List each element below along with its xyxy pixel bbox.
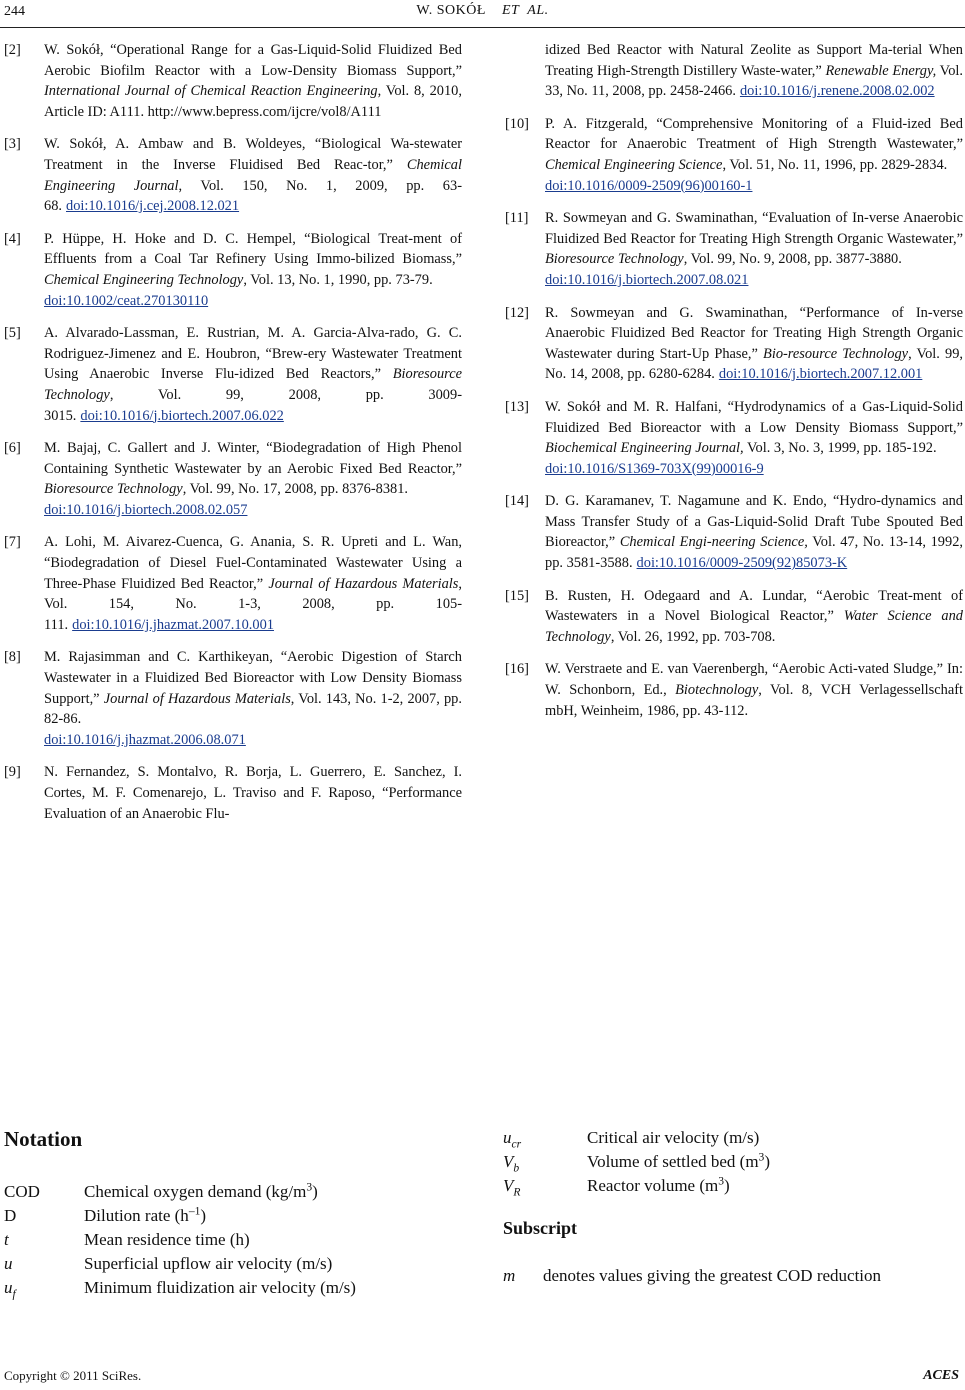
subscript-description: denotes values giving the greatest COD reduction (543, 1266, 882, 1285)
doi-link[interactable]: doi:10.1016/j.biortech.2007.06.022 (80, 407, 284, 424)
reference-details: , Vol. 99, No. 17, 2008, pp. 8376-8381. (182, 481, 409, 498)
reference-entry (505, 491, 963, 573)
reference-journal: Renewable Energy, (825, 62, 937, 79)
reference-entry (4, 647, 462, 750)
notation-description: Volume of settled bed $(m^3)$ (587, 1150, 770, 1171)
reference-journal: Water Science and Technology (545, 608, 963, 645)
doi-link[interactable]: doi:10.1016/j.jhazmat.2007.10.001 (72, 616, 274, 633)
reference-number: [2] (4, 42, 21, 58)
reference-text: P. A. Fitzgerald, “Comprehensive Monitoring of a Fluid-ized Bed Reactor for Anaerobic Treatment of High Strength Wastewater,” (545, 115, 963, 153)
subscript-symbol: m (503, 1266, 516, 1285)
reference-entry (505, 303, 963, 385)
reference-details: , Vol. 51, No. 11, 1996, pp. 2829-2834. (722, 156, 948, 173)
reference-journal: Chemical Engi-neering Science, (619, 534, 808, 551)
reference-text: R. Sowmeyan and G. Swaminathan, “Performance of In-verse Anaerobic Fluidized Bed Reactor for Treating High Strength Organic Wastewater during Start-Up Phase,” (545, 304, 963, 362)
reference-entry (4, 323, 462, 426)
doi-link[interactable]: doi:10.1002/ceat.270130110 (44, 292, 209, 309)
reference-journal: Bioresource Technology (44, 366, 462, 403)
reference-number: [9] (4, 764, 21, 781)
reference-details: , Vol. 99, No. 14, 2008, pp. 6280-6284. (545, 345, 964, 383)
running-head-author: W. SOKÓŁ (416, 3, 486, 18)
reference-journal: Biochemical Engineering Journal, (545, 440, 744, 457)
doi-link[interactable]: doi:10.1016/0009-2509(92)85073-K (636, 555, 848, 572)
notation-symbol: $u_f$ (4, 1278, 16, 1301)
reference-number: [6] (4, 440, 21, 457)
reference-entry (505, 208, 963, 290)
notation-row-cod (4, 1180, 318, 1203)
reference-details: Vol. 47, No. 13-14, 1992, pp. 3581-3588. (545, 534, 963, 572)
running-head-al: AL. (527, 3, 549, 18)
notation-heading: Notation (4, 1127, 83, 1151)
notation-description: Reactor volume $(m^3)$ (587, 1174, 730, 1195)
reference-entry (4, 40, 462, 122)
reference-number: [12] (505, 304, 529, 321)
reference-details: , Vol. 143, No. 1-2, 2007, pp. 82-86. (44, 690, 462, 728)
notation-row-vb (503, 1150, 770, 1175)
reference-details: , Vol. 8, 2010, Article ID: A111. http://www.bepress.com/ijcre/vol8/A111 (44, 83, 462, 120)
reference-text: W. Sokół, A. Ambaw and B. Woldeyes, “Biological Wa-stewater Treatment in the Inverse Fluidised Bed Reac-tor,” (44, 136, 462, 173)
reference-number: [11] (505, 210, 529, 227)
reference-number: [13] (505, 398, 529, 415)
doi-link[interactable]: doi:10.1016/j.renene.2008.02.002 (739, 83, 935, 100)
reference-entry (4, 532, 462, 635)
reference-entry (505, 40, 963, 102)
reference-journal: Chemical Engineering Journal (44, 156, 462, 194)
reference-text: W. Sokół and M. R. Halfani, “Hydrodynamics of a Gas-Liquid-Solid Fluidized Bed Bioreactor with a Low Density Biomass Support,” (545, 398, 963, 436)
reference-number: [7] (4, 534, 21, 551)
reference-details: , Vol. 99, 2008, pp. 3009-3015. (44, 386, 462, 424)
doi-link[interactable]: doi:10.1016/j.biortech.2008.02.057 (44, 501, 248, 518)
reference-journal: Biotechnology (675, 682, 759, 699)
reference-number: [16] (505, 661, 529, 678)
reference-details: , Vol. 26, 1992, pp. 703-708. (610, 628, 776, 645)
notation-description: Mean residence time (h) (84, 1230, 250, 1249)
reference-text: A. Alvarado-Lassman, E. Rustrian, M. A. Garcia-Alva-rado, G. C. Rodriguez-Jimenez and E. Houbron, “Brew-ery Wastewater Treatment Using Anaerobic Inverse Flu-idized Bed Reactors,” (44, 325, 462, 383)
reference-text: W. Sokół, “Operational Range for a Gas-Liquid-Solid Fluidized Bed Aerobic Biofilm Reactor with a Low-Density Biomass Support,” (44, 42, 462, 79)
reference-number: [15] (505, 587, 529, 604)
notation-row-t (4, 1229, 250, 1251)
subscript-row-m (503, 1265, 882, 1287)
subscript-heading: Subscript (503, 1218, 578, 1238)
notation-row-uf (4, 1277, 356, 1301)
notation-symbol: $u_{cr}$ (503, 1128, 522, 1151)
reference-details: , Vol. 99, No. 9, 2008, pp. 3877-3880. (683, 251, 902, 268)
notation-symbol: u (4, 1254, 13, 1273)
reference-text: idized Bed Reactor with Natural Zeolite as Support Ma-terial When Treating High-Strength Distillery Waste-water,” (545, 42, 963, 79)
doi-link[interactable]: doi:10.1016/j.jhazmat.2006.08.071 (44, 731, 246, 748)
notation-row-vr (503, 1174, 730, 1199)
running-head-et: ET (501, 3, 520, 18)
notation-symbol: COD (4, 1182, 40, 1201)
notation-row-ucr (503, 1127, 760, 1151)
reference-journal: Bioresource Technology (545, 251, 684, 268)
running-head (0, 3, 965, 19)
reference-number: [5] (4, 325, 21, 342)
references-left-column (4, 40, 462, 836)
reference-journal: Chemical Engineering Science (545, 156, 723, 173)
reference-details: Vol. 33, No. 11, 2008, pp. 2458-2466. (545, 62, 963, 100)
reference-journal: Journal of Hazardous Materials (268, 575, 459, 592)
reference-entry (505, 114, 963, 196)
reference-text: B. Rusten, H. Odegaard and A. Lundar, “Aerobic Treat-ment of Wastewaters in a Novel Biological Reactor,” (545, 587, 963, 625)
reference-entry (505, 586, 963, 648)
reference-text: R. Sowmeyan and G. Swaminathan, “Evaluation of In-verse Anaerobic Fluidized Bed Reactor for Treating High Strength Organic Wastewater,” (545, 210, 963, 247)
notation-row-u (4, 1253, 333, 1275)
reference-text: A. Lohi, M. Aivarez-Cuenca, G. Anania, S. R. Upreti and L. Wan, “Biodegradation of Diesel Fuel-Contaminated Wastewater Using a Three-Phase Fluidized Bed Reactor,” (44, 534, 462, 592)
reference-details: Vol. 3, No. 3, 1999, pp. 185-192. (743, 440, 937, 457)
reference-number: [4] (4, 230, 21, 247)
notation-symbol: $V_R$ (503, 1176, 521, 1199)
doi-link[interactable]: doi:10.1016/j.biortech.2007.12.001 (718, 366, 923, 383)
reference-number: [14] (505, 493, 529, 510)
reference-text: W. Verstraete and E. van Vaerenbergh, “Aerobic Acti-vated Sludge,” In: W. Schonborn, Ed., (545, 661, 963, 699)
header-rule (0, 27, 965, 28)
reference-number: [10] (505, 115, 529, 132)
references-right-column (505, 40, 963, 733)
reference-journal: International Journal of Chemical Reaction Engineering (44, 83, 378, 100)
reference-details: , Vol. 8, VCH Verlagessellschaft mbH, Weinheim, 1986, pp. 43-112. (545, 682, 963, 719)
reference-entry (4, 762, 462, 824)
reference-number: [3] (4, 136, 21, 153)
notation-row-d (4, 1204, 207, 1227)
reference-text: M. Rajasimman and C. Karthikeyan, “Aerobic Digestion of Starch Wastewater in a Fluidized Bed Bioreactor with Low Density Biomass Support,” (44, 649, 462, 707)
reference-text: N. Fernandez, S. Montalvo, R. Borja, L. Guerrero, E. Sanchez, I. Cortes, M. F. Comenarejo, L. Traviso and F. Raposo, “Performance Evaluation of an Anaerobic Flu- (44, 764, 462, 822)
notation-symbol: t (4, 1230, 9, 1249)
doi-link[interactable]: doi:10.1016/j.biortech.2007.08.021 (545, 271, 749, 288)
doi-link[interactable]: doi:10.1016/0009-2509(96)00160-1 (545, 177, 753, 194)
reference-journal: Bio-resource Technology (763, 345, 909, 362)
reference-details: , Vol. 150, No. 1, 2009, pp. 63-68. (44, 177, 462, 215)
notation-description: Superficial upflow air velocity (m/s) (84, 1254, 333, 1273)
reference-number: [8] (4, 649, 21, 666)
notation-description: Dilution rate $(h^{-1})$ (84, 1204, 207, 1225)
reference-details: , Vol. 154, No. 1-3, 2008, pp. 105-111. (44, 575, 462, 633)
page-number: 244 (4, 4, 25, 19)
reference-journal: Journal of Hazardous Materials (103, 690, 291, 707)
doi-link[interactable]: doi:10.1016/S1369-703X(99)00016-9 (545, 460, 764, 477)
journal-abbrev: ACES (923, 1368, 959, 1383)
reference-entry (505, 397, 963, 479)
reference-journal: Bioresource Technology (44, 481, 183, 498)
reference-text: M. Bajaj, C. Gallert and J. Winter, “Biodegradation of High Phenol Containing Synthetic Wastewater by an Aerobic Fixed Bed Reactor,” (44, 440, 462, 477)
notation-description: Chemical oxygen demand $(kg/m^3)$ (84, 1180, 318, 1201)
reference-text: D. G. Karamanev, T. Nagamune and K. Endo, “Hydro-dynamics and Mass Transfer Study of a Gas-Liquid-Solid Draft Tube Spouted Bed Bioreactor,” (545, 493, 963, 551)
doi-link[interactable]: doi:10.1016/j.cej.2008.12.021 (66, 198, 240, 215)
reference-entry (4, 438, 462, 520)
notation-description: Minimum fluidization air velocity (m/s) (84, 1278, 356, 1297)
notation-description: Critical air velocity (m/s) (587, 1128, 760, 1147)
notation-symbol: D (4, 1206, 17, 1225)
copyright-notice: Copyright © 2011 SciRes. (4, 1368, 142, 1383)
notation-symbol: $V_b$ (503, 1152, 520, 1175)
reference-entry (4, 229, 462, 311)
reference-journal: Chemical Engineering Technology (44, 271, 244, 288)
reference-entry (505, 659, 963, 721)
reference-entry (4, 134, 462, 216)
reference-details: , Vol. 13, No. 1, 1990, pp. 73-79. (243, 271, 433, 288)
reference-text: P. Hüppe, H. Hoke and D. C. Hempel, “Biological Treat-ment of Effluents from a Coal Tar Refinery Using Immo-bilized Biomass,” (44, 230, 462, 268)
